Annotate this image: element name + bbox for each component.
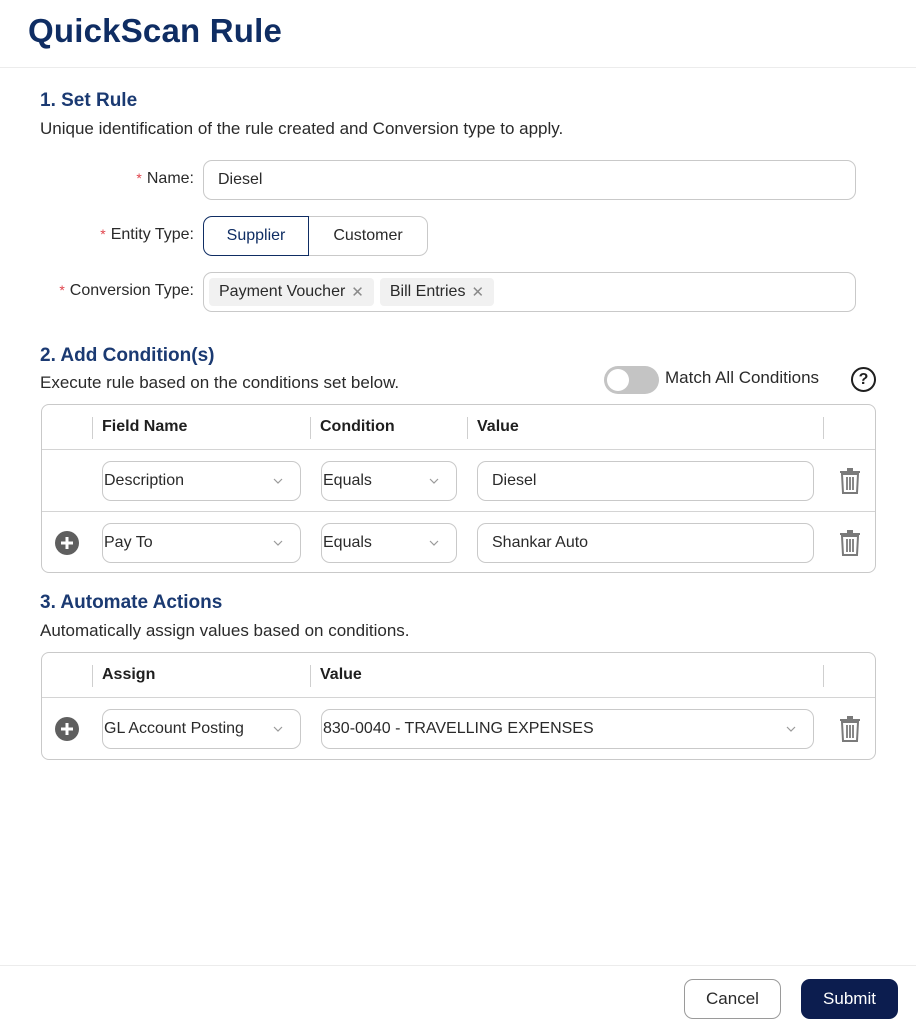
set-rule-heading: 1. Set Rule bbox=[40, 90, 138, 111]
table-header bbox=[42, 405, 875, 450]
actions-heading: 3. Automate Actions bbox=[40, 592, 223, 613]
page-title: QuickScan Rule bbox=[28, 12, 283, 49]
name-input[interactable] bbox=[203, 160, 856, 200]
required-marker: * bbox=[100, 226, 106, 242]
entity-type-segmented bbox=[203, 216, 428, 256]
table-header bbox=[42, 653, 875, 698]
table-row bbox=[42, 450, 875, 511]
action-value-select[interactable]: 830-0040 - TRAVELLING EXPENSES bbox=[321, 709, 814, 749]
chevron-down-icon bbox=[272, 475, 284, 487]
column-header-value: Value bbox=[477, 418, 519, 435]
chevron-down-icon bbox=[428, 537, 440, 549]
page-header bbox=[0, 0, 916, 68]
trash-icon[interactable] bbox=[839, 716, 861, 742]
toggle-knob bbox=[607, 369, 629, 391]
required-marker: * bbox=[136, 170, 142, 186]
cancel-button[interactable]: Cancel bbox=[684, 979, 781, 1019]
conversion-tag: Payment Voucher ✕ bbox=[209, 278, 374, 306]
name-label: * Name: bbox=[136, 170, 194, 187]
column-divider bbox=[310, 417, 311, 439]
column-divider bbox=[92, 417, 93, 439]
column-divider bbox=[823, 665, 824, 687]
chevron-down-icon bbox=[272, 723, 284, 735]
conditions-table bbox=[41, 404, 876, 573]
column-header-value: Value bbox=[320, 666, 362, 683]
condition-value-input[interactable] bbox=[477, 523, 814, 563]
condition-select[interactable]: Equals bbox=[321, 523, 457, 563]
close-icon[interactable]: ✕ bbox=[471, 283, 485, 301]
entity-type-label: * Entity Type: bbox=[100, 226, 194, 243]
set-rule-description: Unique identification of the rule created and Conversion type to apply. bbox=[40, 119, 564, 138]
condition-value-input[interactable] bbox=[477, 461, 814, 501]
trash-icon[interactable] bbox=[839, 468, 861, 494]
assign-select[interactable]: GL Account Posting bbox=[102, 709, 301, 749]
conditions-description: Execute rule based on the conditions set below. bbox=[40, 373, 400, 392]
column-header-condition: Condition bbox=[320, 418, 395, 435]
trash-icon[interactable] bbox=[839, 530, 861, 556]
chevron-down-icon bbox=[428, 475, 440, 487]
column-divider bbox=[823, 417, 824, 439]
chevron-down-icon bbox=[785, 723, 797, 735]
add-circle-icon[interactable] bbox=[54, 716, 80, 742]
column-divider bbox=[310, 665, 311, 687]
match-all-toggle[interactable] bbox=[604, 366, 659, 394]
conversion-tag: Bill Entries ✕ bbox=[380, 278, 494, 306]
field-name-select[interactable]: Description bbox=[102, 461, 301, 501]
submit-button[interactable]: Submit bbox=[801, 979, 898, 1019]
match-all-label: Match All Conditions bbox=[665, 368, 820, 387]
column-divider bbox=[92, 665, 93, 687]
conditions-heading: 2. Add Condition(s) bbox=[40, 345, 215, 366]
entity-supplier-button[interactable]: Supplier bbox=[203, 216, 309, 256]
entity-customer-button[interactable]: Customer bbox=[309, 216, 428, 256]
help-icon[interactable]: ? bbox=[851, 367, 876, 392]
chevron-down-icon bbox=[272, 537, 284, 549]
add-circle-icon[interactable] bbox=[54, 530, 80, 556]
actions-description: Automatically assign values based on conditions. bbox=[40, 621, 410, 640]
conversion-type-select[interactable] bbox=[203, 272, 856, 312]
close-icon[interactable]: ✕ bbox=[351, 283, 364, 301]
field-name-select[interactable]: Pay To bbox=[102, 523, 301, 563]
column-divider bbox=[467, 417, 468, 439]
condition-select[interactable]: Equals bbox=[321, 461, 457, 501]
conversion-type-label: * Conversion Type: bbox=[59, 282, 194, 299]
actions-table bbox=[41, 652, 876, 760]
table-row bbox=[42, 511, 875, 572]
table-row bbox=[42, 698, 875, 759]
column-header-field-name: Field Name bbox=[102, 418, 188, 435]
column-header-assign: Assign bbox=[102, 666, 156, 683]
required-marker: * bbox=[59, 282, 65, 298]
